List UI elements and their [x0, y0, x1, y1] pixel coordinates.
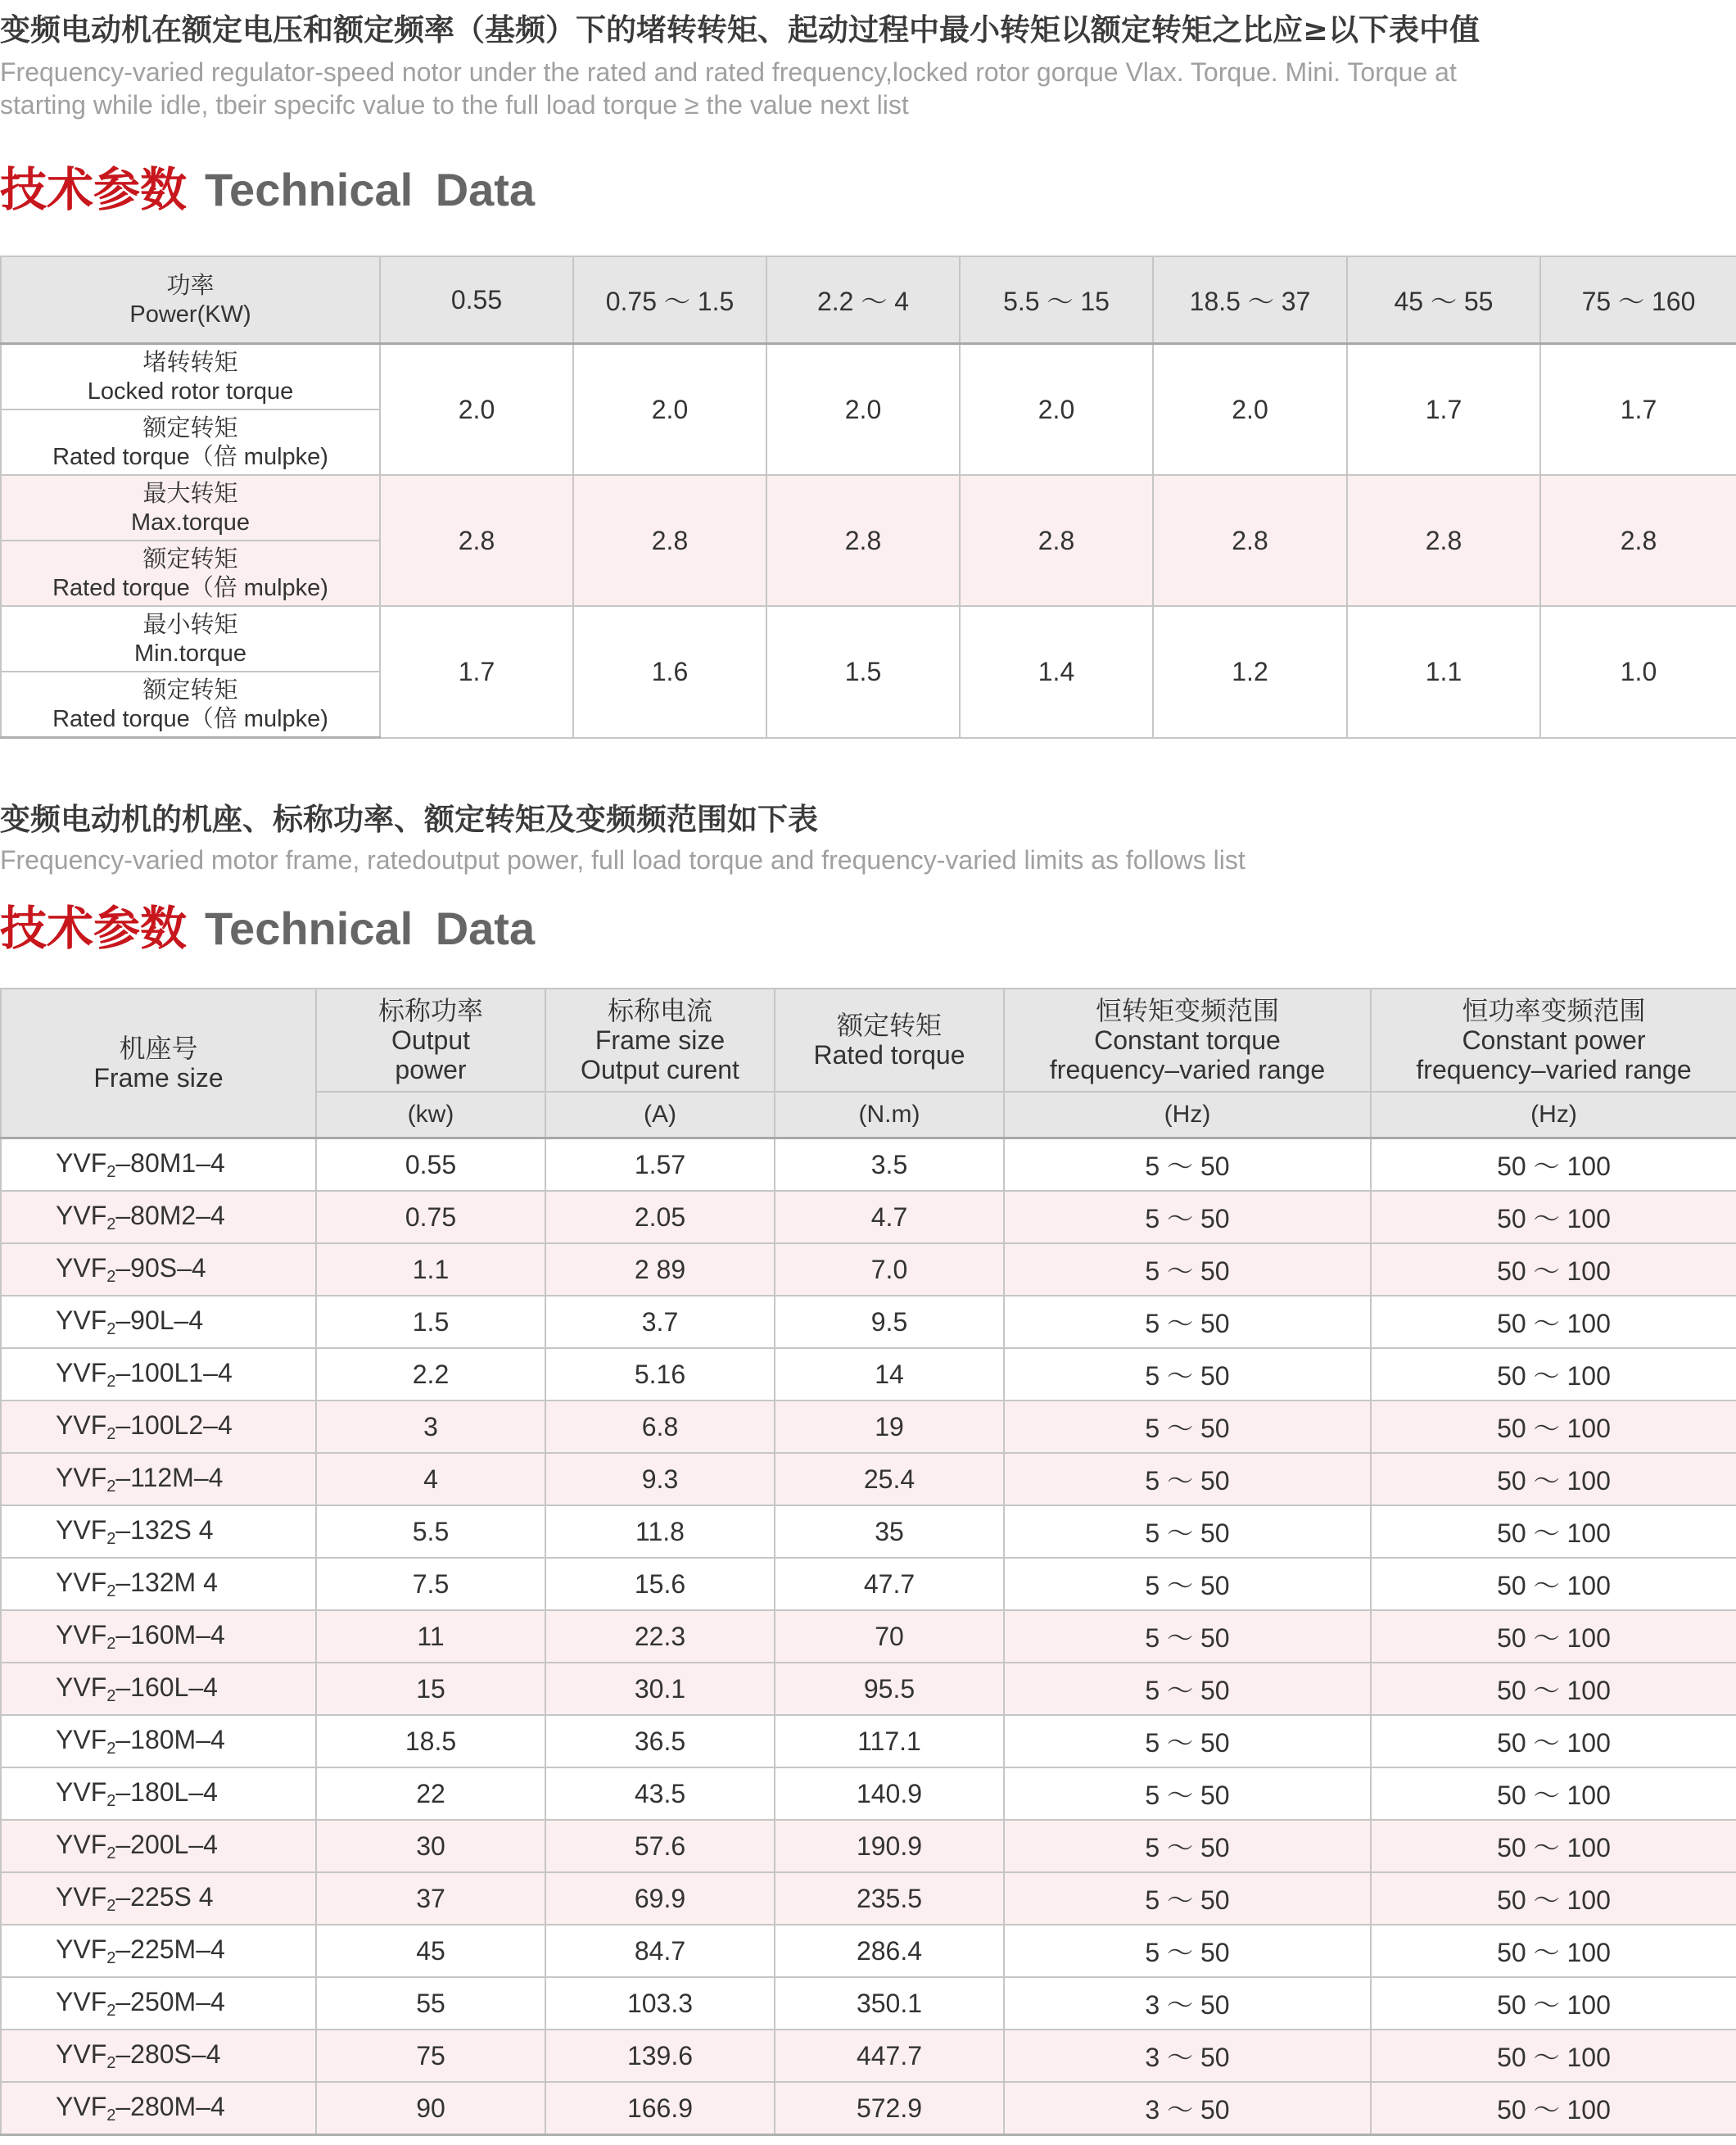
constant-power-range-cell: 50 ～ 100 — [1371, 1767, 1736, 1820]
frame-size-cell — [1, 1453, 316, 1505]
section-heading-2-en: Technical Data — [205, 903, 536, 954]
ratio-value: 2.8 — [960, 475, 1153, 606]
frame-suffix: –160L–4 — [115, 1672, 218, 1702]
output-current-cell: 30.1 — [545, 1663, 775, 1715]
ratio-value: 2.8 — [1153, 475, 1347, 606]
output-current-cell: 2.05 — [545, 1191, 775, 1243]
rated-torque-cell: 14 — [775, 1348, 1004, 1401]
frame-suffix: –200L–4 — [115, 1829, 218, 1859]
constant-power-range-cell: 50 ～ 100 — [1371, 1610, 1736, 1663]
frame-size-cell — [1, 1715, 316, 1767]
frame-size-cell — [1, 1610, 316, 1663]
ratio-value: 2.0 — [380, 344, 573, 476]
output-power-cell: 22 — [316, 1767, 545, 1820]
frame-suffix: –180L–4 — [115, 1776, 218, 1807]
table-row — [1, 1820, 1736, 1872]
ratio-value: 2.8 — [380, 475, 573, 606]
frame-size-cell — [1, 1820, 316, 1872]
frame-size-cell — [1, 2030, 316, 2082]
rated-torque-cell: 350.1 — [775, 1977, 1004, 2030]
constant-power-range-cell: 50 ～ 100 — [1371, 1191, 1736, 1243]
rated-torque-cell: 25.4 — [775, 1453, 1004, 1505]
constant-torque-range-header — [1004, 989, 1371, 1092]
output-power-header-zh: 标称功率 — [377, 995, 483, 1026]
output-power-cell: 5.5 — [316, 1505, 545, 1558]
ratio-value: 1.4 — [960, 606, 1153, 738]
frame-suffix: –132S 4 — [115, 1514, 214, 1545]
output-power-header — [316, 989, 545, 1092]
frame-suffix: –100L2–4 — [115, 1410, 233, 1440]
frame-subscript: 2 — [106, 1739, 116, 1758]
rated-torque-cell: 35 — [775, 1505, 1004, 1558]
section-heading-1-zh: 技术参数 — [0, 163, 187, 217]
frame-suffix: –250M–4 — [115, 1986, 225, 2016]
rated-torque-cell: 95.5 — [775, 1663, 1004, 1715]
rated-torque-header-zh: 额定转矩 — [836, 1010, 942, 1041]
output-power-cell: 4 — [316, 1453, 545, 1505]
constant-torque-range-cell: 5 ～ 50 — [1004, 1610, 1371, 1663]
output-power-cell: 90 — [316, 2082, 545, 2135]
table-row — [1, 475, 1736, 541]
table-row — [1, 1558, 1736, 1610]
rated-torque-header — [775, 989, 1004, 1092]
power-range-header: 2.2 ～ 4 — [766, 256, 960, 344]
frame-size-header — [1, 989, 316, 1138]
power-range-header: 0.75 ～ 1.5 — [573, 256, 766, 344]
constant-torque-range-cell: 5 ～ 50 — [1004, 1401, 1371, 1453]
constant-power-range-cell: 50 ～ 100 — [1371, 1296, 1736, 1348]
frame-prefix: YVF — [56, 1934, 107, 1964]
output-current-cell: 2 89 — [545, 1243, 775, 1296]
frame-prefix: YVF — [56, 2091, 107, 2121]
output-current-header-en: Output curent — [581, 1055, 739, 1084]
constant-torque-range-cell: 5 ～ 50 — [1004, 1296, 1371, 1348]
frame-prefix: YVF — [56, 1147, 107, 1178]
section-heading-1-en: Technical Data — [205, 164, 536, 215]
frame-prefix: YVF — [56, 1776, 107, 1807]
frame-subscript: 2 — [106, 1844, 116, 1862]
table-row — [1, 1715, 1736, 1767]
constant-power-header-en: Constant power — [1462, 1025, 1646, 1055]
output-current-cell: 69.9 — [545, 1872, 775, 1925]
power-header-en: Power(KW) — [129, 301, 251, 328]
row-label-zh: 额定转矩 — [142, 545, 238, 572]
frame-prefix: YVF — [56, 1252, 107, 1283]
section-heading-2-zh: 技术参数 — [0, 902, 187, 956]
table-row — [1, 2030, 1736, 2082]
output-current-cell: 57.6 — [545, 1820, 775, 1872]
constant-power-range-cell: 50 ～ 100 — [1371, 1872, 1736, 1925]
section2-title: 变频电动机的机座、标称功率、额定转矩及变频频范围如下表 — [0, 802, 818, 837]
constant-torque-range-cell: 5 ～ 50 — [1004, 1453, 1371, 1505]
frame-subscript: 2 — [106, 1267, 116, 1286]
row-label-secondary — [1, 672, 380, 738]
intro-subtitle-line-2: starting while idle, tbeir specifc value to the full load torque ≥ the value next list — [0, 90, 909, 120]
output-current-cell: 103.3 — [545, 1977, 775, 2030]
power-range-header: 5.5 ～ 15 — [960, 256, 1153, 344]
constant-power-range-cell: 50 ～ 100 — [1371, 1243, 1736, 1296]
rated-torque-cell: 19 — [775, 1401, 1004, 1453]
frame-prefix: YVF — [56, 1829, 107, 1859]
output-current-cell: 166.9 — [545, 2082, 775, 2135]
power-header-zh: 功率 — [166, 271, 215, 299]
output-current-cell: 5.16 — [545, 1348, 775, 1401]
rated-torque-cell: 3.5 — [775, 1138, 1004, 1192]
rated-torque-cell: 447.7 — [775, 2030, 1004, 2082]
row-label-en: Max.torque — [130, 509, 251, 536]
row-label-primary — [1, 344, 380, 410]
table-row — [1, 1977, 1736, 2030]
output-power-header-en: Output — [391, 1025, 471, 1055]
frame-subscript: 2 — [106, 1634, 116, 1653]
output-current-cell: 15.6 — [545, 1558, 775, 1610]
ratio-value: 2.0 — [766, 344, 960, 476]
frame-size-cell — [1, 1296, 316, 1348]
output-power-cell: 55 — [316, 1977, 545, 2030]
frame-size-cell — [1, 1872, 316, 1925]
constant-torque-range-cell: 3 ～ 50 — [1004, 2030, 1371, 2082]
constant-power-range-cell: 50 ～ 100 — [1371, 1138, 1736, 1192]
frame-subscript: 2 — [106, 2001, 116, 2020]
frame-suffix: –112M–4 — [115, 1462, 224, 1492]
frame-prefix: YVF — [56, 1672, 107, 1702]
frame-suffix: –280S–4 — [115, 2039, 221, 2069]
rated-torque-cell: 286.4 — [775, 1925, 1004, 1977]
table-row — [1, 1663, 1736, 1715]
table-row — [1, 1191, 1736, 1243]
ratio-value: 2.0 — [573, 344, 766, 476]
constant-power-range-cell: 50 ～ 100 — [1371, 2030, 1736, 2082]
constant-power-header-zh: 恒功率变频范围 — [1462, 995, 1646, 1026]
frame-subscript: 2 — [106, 2053, 116, 2072]
row-label-en: Min.torque — [133, 640, 246, 667]
table-row — [1, 1401, 1736, 1453]
row-label-zh: 额定转矩 — [142, 414, 238, 441]
frame-size-cell — [1, 1767, 316, 1820]
table-row — [1, 1925, 1736, 1977]
constant-power-range-header — [1371, 989, 1736, 1092]
frame-suffix: –160M–4 — [115, 1619, 225, 1649]
frame-subscript: 2 — [106, 1162, 116, 1181]
constant-torque-range-cell: 3 ～ 50 — [1004, 1977, 1371, 2030]
ratio-value: 1.7 — [380, 606, 573, 738]
output-power-cell: 45 — [316, 1925, 545, 1977]
section2-subtitle: Frequency-varied motor frame, ratedoutput power, full load torque and frequency-varied limits as follows list — [0, 845, 1245, 875]
frame-suffix: –280M–4 — [115, 2091, 225, 2121]
output-power-cell: 0.75 — [316, 1191, 545, 1243]
row-label-primary — [1, 475, 380, 541]
constant-torque-header-en: frequency–varied range — [1049, 1055, 1326, 1084]
output-power-header-en: power — [395, 1055, 467, 1084]
rated-torque-cell: 190.9 — [775, 1820, 1004, 1872]
constant-power-range-cell: 50 ～ 100 — [1371, 1348, 1736, 1401]
table-row — [1, 1453, 1736, 1505]
ratio-value: 1.5 — [766, 606, 960, 738]
constant-power-range-cell: 50 ～ 100 — [1371, 1558, 1736, 1610]
output-power-cell: 30 — [316, 1820, 545, 1872]
ratio-value: 2.8 — [1540, 475, 1736, 606]
frame-size-cell — [1, 1348, 316, 1401]
frame-size-cell — [1, 1663, 316, 1715]
frame-suffix: –225S 4 — [115, 1881, 214, 1912]
frame-subscript: 2 — [106, 1319, 116, 1338]
frame-subscript: 2 — [106, 1948, 116, 1967]
constant-torque-range-cell: 5 ～ 50 — [1004, 1138, 1371, 1192]
unit-label: (Hz) — [1004, 1092, 1371, 1138]
constant-torque-range-cell: 5 ～ 50 — [1004, 1663, 1371, 1715]
constant-power-header-en: frequency–varied range — [1416, 1055, 1692, 1084]
output-current-header-en: Frame size — [594, 1025, 726, 1055]
frame-prefix: YVF — [56, 1514, 107, 1545]
constant-torque-range-cell: 5 ～ 50 — [1004, 1505, 1371, 1558]
constant-torque-range-cell: 5 ～ 50 — [1004, 1820, 1371, 1872]
rated-torque-header-en: Rated torque — [813, 1040, 965, 1070]
row-label-en: Locked rotor torque — [87, 378, 294, 405]
frame-subscript: 2 — [106, 1215, 116, 1233]
frame-subscript: 2 — [106, 1477, 116, 1496]
constant-power-range-cell: 50 ～ 100 — [1371, 1663, 1736, 1715]
frame-subscript: 2 — [106, 1686, 116, 1705]
constant-power-range-cell: 50 ～ 100 — [1371, 1820, 1736, 1872]
frame-subscript: 2 — [106, 1791, 116, 1810]
torque-ratio-table — [0, 256, 1736, 739]
power-range-header: 18.5 ～ 37 — [1153, 256, 1347, 344]
table-row — [1, 606, 1736, 672]
unit-label: (kw) — [316, 1092, 545, 1138]
output-current-cell: 1.57 — [545, 1138, 775, 1192]
power-range-header: 0.55 — [380, 256, 573, 344]
frame-header-en: Frame size — [93, 1063, 224, 1093]
power-range-header: 75 ～ 160 — [1540, 256, 1736, 344]
power-header-cell — [1, 256, 380, 344]
frame-size-cell — [1, 1401, 316, 1453]
ratio-value: 2.8 — [1347, 475, 1540, 606]
ratio-value: 1.7 — [1347, 344, 1540, 476]
ratio-value: 1.1 — [1347, 606, 1540, 738]
rated-torque-cell: 9.5 — [775, 1296, 1004, 1348]
constant-power-range-cell: 50 ～ 100 — [1371, 1401, 1736, 1453]
output-current-header — [545, 989, 775, 1092]
constant-torque-range-cell: 5 ～ 50 — [1004, 1872, 1371, 1925]
frame-prefix: YVF — [56, 1200, 107, 1230]
frame-suffix: –225M–4 — [115, 1934, 225, 1964]
constant-torque-range-cell: 3 ～ 50 — [1004, 2082, 1371, 2135]
output-power-cell: 7.5 — [316, 1558, 545, 1610]
frame-prefix: YVF — [56, 1986, 107, 2016]
frame-prefix: YVF — [56, 1410, 107, 1440]
rated-torque-cell: 572.9 — [775, 2082, 1004, 2135]
frame-header-zh: 机座号 — [119, 1033, 198, 1064]
constant-torque-range-cell: 5 ～ 50 — [1004, 1767, 1371, 1820]
power-range-header: 45 ～ 55 — [1347, 256, 1540, 344]
constant-torque-range-cell: 5 ～ 50 — [1004, 1715, 1371, 1767]
intro-subtitle-line-1: Frequency-varied regulator-speed notor under the rated and rated frequency,locked rotor gorque Vlax. Torque. Mini. Torque at — [0, 57, 1457, 87]
output-current-cell: 9.3 — [545, 1453, 775, 1505]
constant-torque-header-zh: 恒转矩变频范围 — [1095, 995, 1279, 1026]
frame-prefix: YVF — [56, 1567, 107, 1597]
frame-size-cell — [1, 1977, 316, 2030]
output-current-cell: 6.8 — [545, 1401, 775, 1453]
rated-torque-cell: 235.5 — [775, 1872, 1004, 1925]
ratio-value: 1.2 — [1153, 606, 1347, 738]
constant-power-range-cell: 50 ～ 100 — [1371, 1977, 1736, 2030]
output-current-cell: 36.5 — [545, 1715, 775, 1767]
torque-table-header-row — [1, 256, 1736, 344]
frame-prefix: YVF — [56, 1619, 107, 1649]
frame-size-cell — [1, 1558, 316, 1610]
rated-torque-cell: 47.7 — [775, 1558, 1004, 1610]
output-power-cell: 11 — [316, 1610, 545, 1663]
output-power-cell: 1.1 — [316, 1243, 545, 1296]
frame-suffix: –90L–4 — [115, 1305, 204, 1335]
frame-size-cell — [1, 1925, 316, 1977]
table-row — [1, 1767, 1736, 1820]
rated-torque-cell: 4.7 — [775, 1191, 1004, 1243]
output-power-cell: 18.5 — [316, 1715, 545, 1767]
row-label-secondary — [1, 410, 380, 475]
rated-torque-cell: 70 — [775, 1610, 1004, 1663]
ratio-value: 2.8 — [573, 475, 766, 606]
unit-label: (Hz) — [1371, 1092, 1736, 1138]
frame-prefix: YVF — [56, 1357, 107, 1387]
output-current-cell: 43.5 — [545, 1767, 775, 1820]
output-power-cell: 15 — [316, 1663, 545, 1715]
section-heading-2 — [0, 902, 536, 956]
output-power-cell: 75 — [316, 2030, 545, 2082]
ratio-value: 1.6 — [573, 606, 766, 738]
rated-torque-cell: 117.1 — [775, 1715, 1004, 1767]
output-current-header-zh: 标称电流 — [607, 995, 712, 1026]
constant-power-range-cell: 50 ～ 100 — [1371, 1453, 1736, 1505]
frame-suffix: –132M 4 — [115, 1567, 218, 1597]
output-power-cell: 0.55 — [316, 1138, 545, 1192]
frame-size-cell — [1, 1243, 316, 1296]
frame-suffix: –80M1–4 — [115, 1147, 225, 1178]
frame-size-cell — [1, 1505, 316, 1558]
table-row — [1, 1243, 1736, 1296]
frame-suffix: –180M–4 — [115, 1724, 225, 1754]
unit-label: (N.m) — [775, 1092, 1004, 1138]
output-current-cell: 84.7 — [545, 1925, 775, 1977]
constant-torque-range-cell: 5 ～ 50 — [1004, 1348, 1371, 1401]
constant-power-range-cell: 50 ～ 100 — [1371, 2082, 1736, 2135]
table-row — [1, 1872, 1736, 1925]
frame-prefix: YVF — [56, 1881, 107, 1912]
frame-size-cell — [1, 1191, 316, 1243]
rated-torque-cell: 7.0 — [775, 1243, 1004, 1296]
row-label-primary — [1, 606, 380, 672]
constant-power-range-cell: 50 ～ 100 — [1371, 1925, 1736, 1977]
rated-torque-cell: 140.9 — [775, 1767, 1004, 1820]
table-row — [1, 1610, 1736, 1663]
constant-torque-range-cell: 5 ～ 50 — [1004, 1925, 1371, 1977]
frame-subscript: 2 — [106, 1896, 116, 1915]
constant-torque-range-cell: 5 ～ 50 — [1004, 1558, 1371, 1610]
output-power-cell: 2.2 — [316, 1348, 545, 1401]
constant-power-range-cell: 50 ～ 100 — [1371, 1715, 1736, 1767]
table-row — [1, 1138, 1736, 1192]
row-label-en: Rated torque（倍 mulpke) — [52, 444, 328, 470]
frame-subscript: 2 — [106, 1424, 116, 1443]
row-label-zh: 最小转矩 — [142, 610, 238, 638]
row-label-secondary — [1, 541, 380, 606]
frame-subscript: 2 — [106, 1582, 116, 1600]
constant-torque-header-en: Constant torque — [1094, 1025, 1281, 1055]
spec-table-body — [1, 1138, 1736, 2135]
row-label-zh: 堵转转矩 — [142, 348, 238, 376]
constant-torque-range-cell: 5 ～ 50 — [1004, 1243, 1371, 1296]
spec-table-header-row — [1, 989, 1736, 1092]
frame-size-cell — [1, 1138, 316, 1192]
table-row — [1, 1348, 1736, 1401]
ratio-value: 2.0 — [1153, 344, 1347, 476]
row-label-en: Rated torque（倍 mulpke) — [52, 706, 328, 732]
section-heading-1 — [0, 163, 536, 217]
output-power-cell: 3 — [316, 1401, 545, 1453]
output-current-cell: 22.3 — [545, 1610, 775, 1663]
frame-suffix: –90S–4 — [115, 1252, 206, 1283]
frame-prefix: YVF — [56, 1724, 107, 1754]
row-label-zh: 最大转矩 — [142, 479, 238, 507]
ratio-value: 1.0 — [1540, 606, 1736, 738]
output-power-cell: 1.5 — [316, 1296, 545, 1348]
frame-spec-table — [0, 988, 1736, 2136]
table-row — [1, 1505, 1736, 1558]
ratio-value: 1.7 — [1540, 344, 1736, 476]
frame-prefix: YVF — [56, 2039, 107, 2069]
constant-power-range-cell: 50 ～ 100 — [1371, 1505, 1736, 1558]
constant-torque-range-cell: 5 ～ 50 — [1004, 1191, 1371, 1243]
row-label-zh: 额定转矩 — [142, 676, 238, 704]
table-row — [1, 1296, 1736, 1348]
ratio-value: 2.8 — [766, 475, 960, 606]
table-row — [1, 2082, 1736, 2135]
frame-suffix: –100L1–4 — [115, 1357, 233, 1387]
unit-label: (A) — [545, 1092, 775, 1138]
output-current-cell: 3.7 — [545, 1296, 775, 1348]
frame-subscript: 2 — [106, 2106, 116, 2125]
frame-suffix: –80M2–4 — [115, 1200, 225, 1230]
table-row — [1, 344, 1736, 410]
output-current-cell: 139.6 — [545, 2030, 775, 2082]
intro-title: 变频电动机在额定电压和额定频率（基频）下的堵转转矩、起动过程中最小转矩以额定转矩之比应≥以下表中值 — [0, 12, 1480, 48]
frame-size-cell — [1, 2082, 316, 2135]
frame-prefix: YVF — [56, 1305, 107, 1335]
ratio-value: 2.0 — [960, 344, 1153, 476]
frame-subscript: 2 — [106, 1372, 116, 1391]
frame-subscript: 2 — [106, 1529, 116, 1548]
output-current-cell: 11.8 — [545, 1505, 775, 1558]
frame-prefix: YVF — [56, 1462, 107, 1492]
output-power-cell: 37 — [316, 1872, 545, 1925]
row-label-en: Rated torque（倍 mulpke) — [52, 575, 328, 601]
